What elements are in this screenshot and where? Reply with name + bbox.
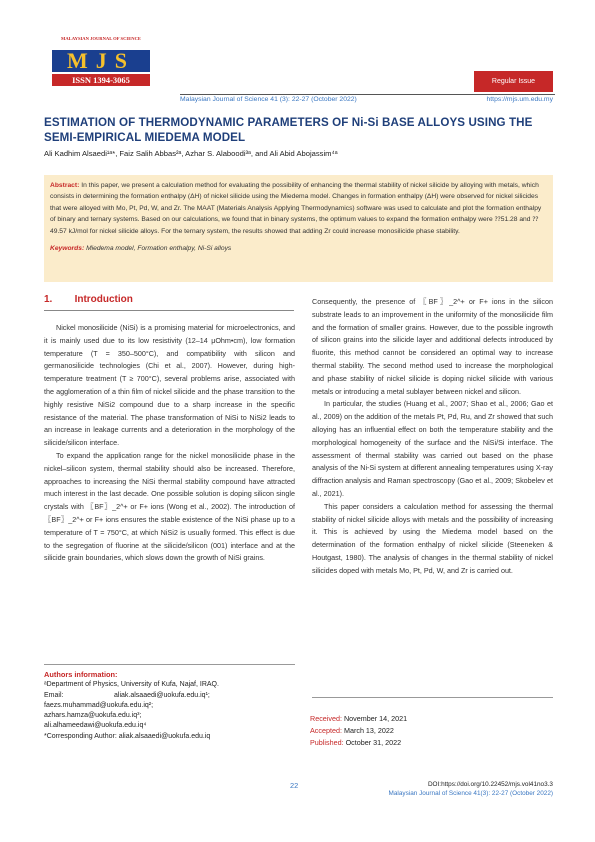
abstract-box <box>44 175 553 282</box>
footer-journal: Malaysian Journal of Science 41(3): 22-27 (October 2022) <box>388 790 553 797</box>
author-list: Ali Kadhim Alsaedi¹ᵃ*, Faiz Salih Abbas²ᵃ, Azhar S. Alaboodi³ᵃ, and Ali Abid Abojassim⁴ᵃ <box>44 149 338 158</box>
doi-link[interactable]: DOI:https://doi.org/10.22452/mjs.vol41no3.3 <box>427 781 553 788</box>
accepted-date-row <box>310 725 407 737</box>
affiliation-line: ᵃDepartment of Physics, University of Kufa, Najaf, IRAQ. <box>44 681 219 689</box>
logo-letters: MJS <box>52 50 150 72</box>
published-label: Published: <box>310 738 344 747</box>
footer-citation <box>389 780 553 798</box>
body-paragraph: Consequently, the presence of 〖BF〗_2^+ or F+ ions in the silicon substrate leads to an improvement in the uniformity of the monosilicide film and the formation of smaller grains. However, due to the possible ingrowth of silicon grains into the silicide layer and additional defects introduced by fluorite, this method cannot be considered an optimal way to increase thermal stability. The second method used to increase the morphological and phase stability of nickel silicide is doping nickel silicide with various metals or introducing a metal sublayer between nickel and silicon. <box>312 297 553 396</box>
body-paragraph: To expand the application range for the nickel monosilicide phase in the nickel–silicon system, thermal stability should also be increased. Therefore, approaches to increasing the NiSi thermal stability compound have attracted much interest in the last decade. One possible solution is doping silicon single crystals with 〖BF〗_2^+ or F+ ions (Wong et al., 2002). The introduction of 〖BF〗_2^+ or F+ ions ensures the stable existence of the NiSi phase up to a temperature of T = 750°C, at which NiSi2 is usually formed. This effect is due to the segregation of fluorine at the silicide/silicon (001) interface and at the silicide grain boundaries, which slows down the growth of NiSi grains. <box>44 450 295 563</box>
accepted-label: Accepted: <box>310 726 342 735</box>
authors-information <box>44 670 295 742</box>
authors-heading: Authors information: <box>44 670 118 679</box>
body-paragraph: In particular, the studies (Huang et al., 2007; Shao et al., 2006; Gao et al., 2009) on the addition of the metals Pt, Pd, Ru, and Zr showed that such alloying has an influential effect on both the temperature stability and the morphological homogeneity of the surface and the NiSi/Si interface. The assessment of thermal stability was carried out based on the phase analysis of the Ni-Si system at different annealing temperatures using X-ray diffraction analysis and Raman spectroscopy (Gao et al., 2009; Skobelev et al., 2021). <box>312 399 553 498</box>
journal-citation: Malaysian Journal of Science 41 (3): 22-27 (October 2022) <box>180 96 357 103</box>
email-line: ali.alhameedawi@uokufa.edu.iq⁴ <box>44 722 147 730</box>
page-number: 22 <box>290 781 299 790</box>
logo-issn: ISSN 1394-3065 <box>52 74 150 86</box>
body-paragraph: Nickel monosilicide (NiSi) is a promising material for microelectronics, and it is mainly used due to its low resistivity (12–14 μOhm•cm), low formation temperature (T = 350–500°C), and compatibility with silicon and germanosilicide technologies (Chi et al., 2007). However, during high-temperature treatment (T ≥ 700°C), several problems arise, associated with the agglomeration of a thin film of nickel silicide and the phase transition to the highly resistive NiSi2 compound due to a sharp increase in the specific resistance of the material. The phase transformation of NiSi to NiSi2 leads to an increase in leakage currents and a deterioration in the morphology of the silicide/silicon interface. <box>44 323 295 448</box>
issue-badge: Regular Issue <box>474 71 553 92</box>
received-date-row <box>310 713 407 725</box>
abstract-paragraph <box>50 180 547 237</box>
email-line: azhars.hamza@uokufa.edu.iq³; <box>44 712 142 720</box>
section-heading-introduction: 1. Introduction <box>44 294 133 305</box>
abstract-label: Abstract: <box>50 182 80 189</box>
paper-title: ESTIMATION OF THERMODYNAMIC PARAMETERS OF Ni-Si BASE ALLOYS USING THE SEMI-EMPIRICAL MIEDEMA MODEL <box>44 116 533 144</box>
published-date-row <box>310 737 407 749</box>
authors-divider <box>44 664 295 665</box>
email-line: faezs.muhammad@uokufa.edu.iq²; <box>44 701 154 709</box>
section-divider <box>44 310 294 311</box>
journal-logo <box>46 46 156 86</box>
corresponding-author: *Corresponding Author: aliak.alsaaedi@uokufa.edu.iq <box>44 732 211 740</box>
email-line: Email: aliak.alsaaedi@uokufa.edu.iq¹; <box>44 691 210 699</box>
right-column <box>312 296 553 578</box>
keywords-label: Keywords: <box>50 245 85 253</box>
dates-divider <box>312 697 553 698</box>
abstract-text: In this paper, we present a calculation method for evaluating the possibility of enhancing the thermal stability of nickel silicide by alloying with metals, which consists in determining the formation enthalpy (ΔH) of nickel silicide using the Miedema model. Changes in formation enthalpy (ΔH) were observed for nickel silicides that were alloyed with Mo, Pt, Pd, W, and Zr. The MAAT (Materials Analysis Applying Thermodynamics) software was used to calculate and plot the formation enthalpy of binary and ternary systems. Based on our calculations, we found that in binary systems, the optimum values to expand the formation enthalpy were ⁇51.28 and ⁇49.57 kJ/mol for nickel silicide alloys. For the ternary system, the results showed that adding Zr could increase monosilicide phase stability. <box>50 182 542 235</box>
accepted-date: March 13, 2022 <box>343 726 394 735</box>
received-label: Received: <box>310 714 342 723</box>
left-column <box>44 322 295 565</box>
body-paragraph: This paper considers a calculation method for assessing the thermal stability of nickel silicide alloys with metals and the possibility of increasing it. This is achieved by using the Miedema model based on the determination of the formation enthalpy of nickel silicide (Steeneken & Houtgast, 1980). The analysis of changes in the thermal stability of nickel silicides doped with metals Mo, Pt, Pd, W, and Zr is carried out. <box>312 501 553 575</box>
keywords-text: Miedema model, Formation enthalpy, Ni-Si alloys <box>86 245 232 253</box>
header-divider <box>180 94 555 95</box>
keywords <box>50 243 547 254</box>
received-date: November 14, 2021 <box>343 714 408 723</box>
journal-logo-caption: MALAYSIAN JOURNAL OF SCIENCE <box>61 36 141 41</box>
publication-dates <box>310 713 407 749</box>
journal-url-link[interactable]: https://mjs.um.edu.my <box>486 96 553 103</box>
published-date: October 31, 2022 <box>345 738 402 747</box>
